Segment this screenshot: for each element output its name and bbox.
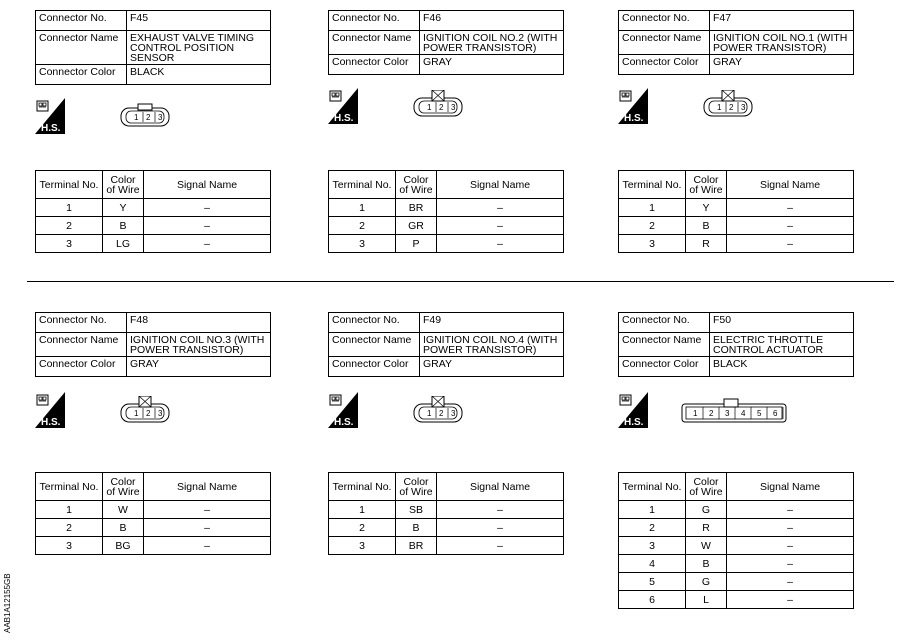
signal-name-cell: – (727, 555, 854, 573)
color-of-wire-header: Color of Wire (396, 171, 437, 199)
connector-color-value: GRAY (420, 357, 564, 377)
signal-name-cell: – (437, 519, 564, 537)
signal-name-cell: – (437, 501, 564, 519)
connector-pin-1: 1 (717, 103, 722, 112)
color-of-wire-header: Color of Wire (396, 473, 437, 501)
signal-name-cell: – (437, 217, 564, 235)
color-of-wire-header: Color of Wire (686, 473, 727, 501)
connector-pin-1: 1 (693, 409, 698, 418)
terminal-row (36, 537, 271, 555)
connector-pin-3: 3 (451, 409, 456, 418)
terminal-no-header: Terminal No. (329, 473, 396, 501)
connector-color-value: GRAY (127, 357, 271, 377)
wire-color-cell: G (686, 573, 727, 591)
wire-color-cell: P (396, 235, 437, 253)
signal-name-cell: – (727, 217, 854, 235)
terminal-row (619, 555, 854, 573)
connector-info-table (35, 312, 271, 377)
connector-pin-3: 3 (158, 409, 163, 418)
signal-name-cell: – (727, 199, 854, 217)
connector-pin-4: 4 (741, 409, 746, 418)
terminal-no-header: Terminal No. (619, 473, 686, 501)
wire-color-cell: BR (396, 199, 437, 217)
signal-name-cell: – (437, 235, 564, 253)
connector-pin-1: 1 (427, 409, 432, 418)
signal-name-cell: – (727, 235, 854, 253)
connector-pin-2: 2 (146, 409, 151, 418)
terminal-no-cell: 1 (329, 501, 396, 519)
terminal-no-cell: 2 (619, 519, 686, 537)
connector-name-value: IGNITION COIL NO.2 (WITH POWER TRANSISTOR) (420, 31, 564, 55)
connector-name-label: Connector Name (329, 333, 420, 357)
terminal-row (36, 501, 271, 519)
terminal-row (619, 199, 854, 217)
wire-color-cell: GR (396, 217, 437, 235)
connector-no-label: Connector No. (36, 313, 127, 333)
connector-info-table (618, 10, 854, 75)
terminal-row (36, 235, 271, 253)
terminal-no-header: Terminal No. (36, 171, 103, 199)
terminal-row (329, 519, 564, 537)
connector-name-value: IGNITION COIL NO.3 (WITH POWER TRANSISTOR) (127, 333, 271, 357)
hs-label: H.S. (334, 417, 354, 428)
terminal-no-header: Terminal No. (619, 171, 686, 199)
signal-name-header: Signal Name (144, 171, 271, 199)
connector-pin-2: 2 (729, 103, 734, 112)
terminal-table (328, 472, 564, 555)
terminal-no-cell: 3 (329, 235, 396, 253)
terminal-no-cell: 1 (619, 501, 686, 519)
color-of-wire-header: Color of Wire (686, 171, 727, 199)
connector-name-label: Connector Name (619, 333, 710, 357)
signal-name-header: Signal Name (144, 473, 271, 501)
connector-name-value: ELECTRIC THROTTLE CONTROL ACTUATOR (710, 333, 854, 357)
signal-name-cell: – (437, 537, 564, 555)
terminal-no-cell: 1 (36, 199, 103, 217)
connector-face (680, 396, 790, 429)
connector-color-label: Connector Color (619, 55, 710, 75)
connector-pin-1: 1 (427, 103, 432, 112)
connector-no-value: F46 (420, 11, 564, 31)
connector-no-label: Connector No. (619, 313, 710, 333)
wire-color-cell: B (103, 519, 144, 537)
terminal-no-cell: 4 (619, 555, 686, 573)
signal-name-cell: – (727, 501, 854, 519)
connector-face-icon (119, 396, 171, 424)
wire-color-cell: BR (396, 537, 437, 555)
connector-block-f45 (35, 10, 271, 250)
hs-label: H.S. (41, 123, 61, 134)
wire-color-cell: L (686, 591, 727, 609)
wire-color-cell: B (686, 555, 727, 573)
connector-name-label: Connector Name (36, 31, 127, 65)
wire-color-cell: B (396, 519, 437, 537)
terminal-row (36, 199, 271, 217)
connector-name-label: Connector Name (36, 333, 127, 357)
connector-pin-6: 6 (773, 409, 778, 418)
connector-pin-1: 1 (134, 409, 139, 418)
connector-pin-2: 2 (146, 113, 151, 122)
signal-name-cell: – (727, 537, 854, 555)
hs-label: H.S. (624, 417, 644, 428)
connector-no-value: F45 (127, 11, 271, 31)
connector-color-value: BLACK (127, 65, 271, 85)
connector-color-value: GRAY (420, 55, 564, 75)
signal-name-cell: – (727, 519, 854, 537)
terminal-no-cell: 2 (619, 217, 686, 235)
terminal-no-cell: 2 (36, 519, 103, 537)
terminal-no-header: Terminal No. (36, 473, 103, 501)
wire-color-cell: B (103, 217, 144, 235)
terminal-no-cell: 3 (36, 537, 103, 555)
connector-info-table (328, 10, 564, 75)
wire-color-cell: W (103, 501, 144, 519)
terminal-row (36, 217, 271, 235)
wire-color-cell: Y (103, 199, 144, 217)
hs-label: H.S. (41, 417, 61, 428)
terminal-no-cell: 3 (329, 537, 396, 555)
terminal-row (619, 501, 854, 519)
connector-color-label: Connector Color (36, 357, 127, 377)
wire-color-cell: B (686, 217, 727, 235)
hs-symbol-icon (35, 98, 65, 134)
connector-face (119, 100, 171, 133)
terminal-no-cell: 1 (329, 199, 396, 217)
terminal-no-cell: 2 (329, 519, 396, 537)
signal-name-cell: – (727, 573, 854, 591)
connector-block-f46 (328, 10, 564, 250)
terminal-row (329, 537, 564, 555)
hs-icon (618, 88, 648, 124)
connector-pin-3: 3 (451, 103, 456, 112)
connector-pin-2: 2 (439, 409, 444, 418)
connector-color-label: Connector Color (329, 357, 420, 377)
hs-icon (35, 392, 65, 428)
connector-face (412, 396, 464, 429)
connector-color-label: Connector Color (329, 55, 420, 75)
connector-no-value: F47 (710, 11, 854, 31)
hs-icon (328, 88, 358, 124)
connector-face (702, 90, 754, 123)
signal-name-header: Signal Name (437, 473, 564, 501)
terminal-table (35, 472, 271, 555)
hs-symbol-icon (618, 392, 648, 428)
connector-pin-2: 2 (439, 103, 444, 112)
connector-info-table (618, 312, 854, 377)
signal-name-cell: – (727, 591, 854, 609)
wire-color-cell: LG (103, 235, 144, 253)
connector-no-label: Connector No. (329, 313, 420, 333)
terminal-no-cell: 3 (619, 235, 686, 253)
terminal-table (618, 170, 854, 253)
terminal-table (328, 170, 564, 253)
terminal-row (619, 573, 854, 591)
hs-symbol-icon (328, 88, 358, 124)
hs-symbol-icon (618, 88, 648, 124)
terminal-row (619, 235, 854, 253)
wire-color-cell: R (686, 519, 727, 537)
wire-color-cell: R (686, 235, 727, 253)
terminal-no-cell: 5 (619, 573, 686, 591)
connector-face-icon (412, 90, 464, 118)
signal-name-cell: – (144, 217, 271, 235)
signal-name-cell: – (144, 537, 271, 555)
signal-name-header: Signal Name (727, 473, 854, 501)
terminal-no-cell: 3 (619, 537, 686, 555)
wire-color-cell: W (686, 537, 727, 555)
terminal-no-cell: 2 (36, 217, 103, 235)
connector-pin-5: 5 (757, 409, 762, 418)
connector-block-f50 (618, 312, 854, 606)
signal-name-cell: – (144, 235, 271, 253)
connector-face-icon (412, 396, 464, 424)
terminal-row (619, 519, 854, 537)
connector-color-label: Connector Color (619, 357, 710, 377)
hs-label: H.S. (334, 113, 354, 124)
wire-color-cell: BG (103, 537, 144, 555)
connector-color-value: GRAY (710, 55, 854, 75)
connector-pin-1: 1 (134, 113, 139, 122)
connector-no-label: Connector No. (329, 11, 420, 31)
signal-name-cell: – (144, 519, 271, 537)
terminal-no-header: Terminal No. (329, 171, 396, 199)
terminal-no-cell: 3 (36, 235, 103, 253)
terminal-row (619, 217, 854, 235)
connector-no-value: F49 (420, 313, 564, 333)
connector-info-table (35, 10, 271, 85)
section-divider (27, 281, 894, 282)
wire-color-cell: SB (396, 501, 437, 519)
hs-label: H.S. (624, 113, 644, 124)
hs-icon (35, 98, 65, 134)
hs-symbol-icon (35, 392, 65, 428)
connector-color-label: Connector Color (36, 65, 127, 85)
connector-name-value: IGNITION COIL NO.1 (WITH POWER TRANSISTOR) (710, 31, 854, 55)
connector-no-value: F50 (710, 313, 854, 333)
connector-face-icon (702, 90, 754, 118)
connector-info-table (328, 312, 564, 377)
connector-name-value: IGNITION COIL NO.4 (WITH POWER TRANSISTOR) (420, 333, 564, 357)
terminal-row (619, 537, 854, 555)
hs-icon (328, 392, 358, 428)
terminal-row (619, 591, 854, 609)
terminal-table (35, 170, 271, 253)
connector-no-label: Connector No. (619, 11, 710, 31)
terminal-row (329, 199, 564, 217)
color-of-wire-header: Color of Wire (103, 473, 144, 501)
terminal-row (329, 217, 564, 235)
color-of-wire-header: Color of Wire (103, 171, 144, 199)
connector-block-f49 (328, 312, 564, 552)
signal-name-cell: – (144, 501, 271, 519)
terminal-no-cell: 2 (329, 217, 396, 235)
connector-no-label: Connector No. (36, 11, 127, 31)
terminal-row (36, 519, 271, 537)
wire-color-cell: G (686, 501, 727, 519)
connector-no-value: F48 (127, 313, 271, 333)
terminal-row (329, 501, 564, 519)
connector-name-value: EXHAUST VALVE TIMING CONTROL POSITION SENSOR (127, 31, 271, 65)
connector-face (412, 90, 464, 123)
terminal-no-cell: 6 (619, 591, 686, 609)
hs-icon (618, 392, 648, 428)
connector-color-value: BLACK (710, 357, 854, 377)
terminal-no-cell: 1 (36, 501, 103, 519)
signal-name-cell: – (144, 199, 271, 217)
connector-pin-2: 2 (709, 409, 714, 418)
wire-color-cell: Y (686, 199, 727, 217)
connector-name-label: Connector Name (329, 31, 420, 55)
connector-block-f48 (35, 312, 271, 552)
signal-name-header: Signal Name (437, 171, 564, 199)
connector-pin-3: 3 (741, 103, 746, 112)
signal-name-cell: – (437, 199, 564, 217)
connector-face-icon (119, 100, 171, 128)
connector-pin-3: 3 (158, 113, 163, 122)
connector-face-icon (680, 396, 790, 424)
hs-symbol-icon (328, 392, 358, 428)
connector-block-f47 (618, 10, 854, 250)
connector-face (119, 396, 171, 429)
terminal-row (329, 235, 564, 253)
terminal-no-cell: 1 (619, 199, 686, 217)
connector-name-label: Connector Name (619, 31, 710, 55)
connector-pin-3: 3 (725, 409, 730, 418)
terminal-table (618, 472, 854, 609)
signal-name-header: Signal Name (727, 171, 854, 199)
figure-code: AAB1A12155GB (3, 573, 12, 633)
